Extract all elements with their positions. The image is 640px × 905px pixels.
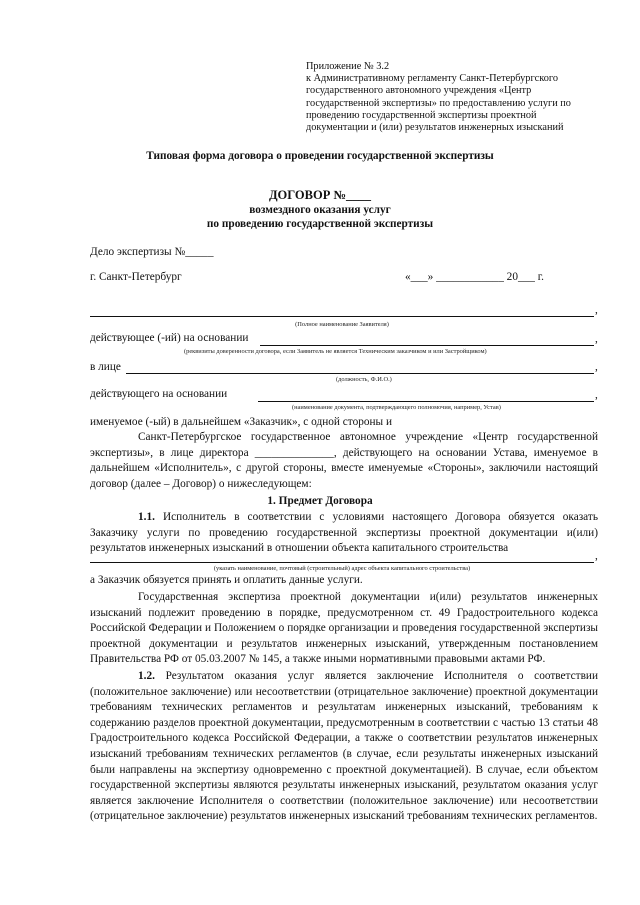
case-number: Дело экспертизы №_____ [90,246,214,258]
person-label: в лице [90,361,121,373]
applicant-name-line [90,316,594,317]
clause-number: 1.2. [138,670,155,682]
clause-text: Исполнитель в соответствии с условиями настоящего Договора обязуется оказать Заказчику услуги по проведению государственной экспертизы проектной документации и(или) результатов инженерных изысканий в отношении объекта капитального строительства [90,511,598,555]
basis-label: действующее (-ий) на основании [90,332,249,344]
city: г. Санкт-Петербург [90,271,182,283]
annex-line: государственного автономного учреждения «Центр [306,85,532,97]
contract-date: «___» ____________ 20___ г. [405,271,544,283]
person-hint: (должность, Ф.И.О.) [336,376,392,383]
customer-line: именуемое (-ый) в дальнейшем «Заказчик», с одной стороны и [90,416,393,428]
annex-line: государственной экспертизы» по предоставлению услуги по [306,97,571,109]
annex-line: Приложение № 3.2 [306,61,390,72]
paragraph-text: Государственная экспертиза проектной документации и(или) результатов инженерных изысканий подлежит проведению в порядке, предусмотренном ст. 49 Градостроительного кодекса Российской Федерации и Положением о порядке организации и проведения государственной экспертизы проектной документации и результатов инженерных изысканий, утвержденным постановлением Правительства РФ от 05.03.2007 № 145, а также иными нормативными правовыми актами РФ. [90,591,598,666]
paragraph-1-2 [90,669,598,825]
person-line [126,373,594,374]
comma: , [595,304,598,316]
object-hint: (указать наименование, почтовый (строительный) адрес объекта капитального строительства) [213,565,471,572]
section-title: 1. Предмет Договора [267,495,373,507]
annex-header [306,61,606,134]
object-line [90,562,594,563]
acting-line [258,401,594,402]
clause-text: Результатом оказания услуг является заключение Исполнителя о соответствии (положительное заключение) или несоответствии (отрицательное заключение) проектной документации требованиям технических регламентов и результатам инженерных изысканий, требованиям к содержанию разделов проектной документации, предусмотренным в соответствии с частью 13 статьи 48 Градостроительного кодекса Российской Федерации, а также о соответствии результатов инженерных изысканий требованиям технических регламентов (в случае, если результаты инженерных изысканий были направлены на экспертизу одновременно с проектной документацией). В случае, если объектом государственной экспертизы являются результаты инженерных изысканий, результатом оказания услуг является заключение Исполнителя о соответствии (положительное заключение) или несоответствии (отрицательное заключение) результатов инженерных изысканий требованиям технических регламентов. [90,670,599,823]
contractor-text: Санкт-Петербургское государственное автономное учреждение «Центр государственной экспертизы», в лице директора ______________, действующего на основании Устава, именуемое в дальнейшем «Исполнитель», с другой стороны, вместе именуемые «Стороны», заключили настоящий договор (далее – Договор) о нижеследующем: [90,431,598,490]
acting-hint: (наименование документа, подтверждающего полномочия, например, Устав) [292,404,501,411]
comma: , [595,333,598,345]
contractor-paragraph [90,430,598,492]
annex-line: к Административному регламенту Санкт-Петербургского [306,73,558,85]
form-title: Типовая форма договора о проведении государственной экспертизы [146,150,494,162]
comma: , [595,389,598,401]
basis-hint: (реквизиты доверенности договора, если Заявитель не является Техническим заказчиком и или Застройщиком) [184,348,487,355]
comma: , [595,550,598,562]
acting-label: действующего на основании [90,388,228,400]
paragraph-expertise [90,590,598,668]
full-name-hint: (Полное наименование Заявителя) [295,321,389,328]
comma: , [595,361,598,373]
paragraph-1-1 [90,510,598,557]
clause-number: 1.1. [138,511,155,523]
contract-subtitle: по проведению государственной экспертизы [206,218,434,230]
contract-title: ДОГОВОР №____ [268,188,372,202]
annex-line: проведению государственной экспертизы проектной [306,109,537,121]
clause-tail: а Заказчик обязуется принять и оплатить данные услуги. [90,574,363,586]
contract-subtitle: возмездного оказания услуг [249,204,391,216]
basis-line [260,345,594,346]
annex-line: документации и (или) результатов инженерных изысканий [306,122,564,134]
